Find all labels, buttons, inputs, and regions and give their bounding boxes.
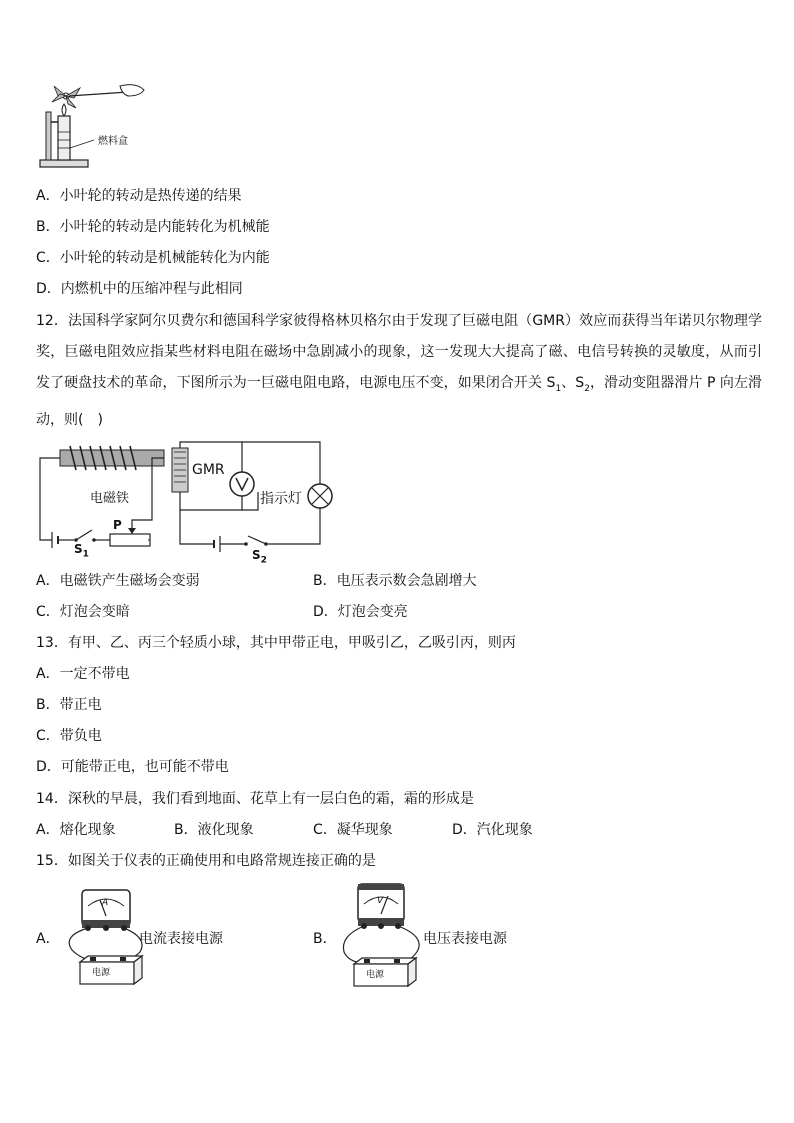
q13-stem: 13．有甲、乙、丙三个轻质小球，其中甲带正电，甲吸引乙，乙吸引丙，则丙: [36, 635, 516, 651]
q14-option-c: C．凝华现象: [313, 822, 393, 838]
electromagnet-label: 电磁铁: [90, 491, 130, 506]
q13-option-d: D．可能带正电，也可能不带电: [36, 759, 229, 775]
q14-option-b: B．液化现象: [174, 822, 254, 838]
q12-s1-sub: 1: [555, 383, 562, 394]
q12-option-b: B．电压表示数会急剧增大: [313, 573, 477, 589]
q15-a-meter-symbol: A: [102, 898, 109, 908]
q11-option-b: B．小叶轮的转动是内能转化为机械能: [36, 219, 270, 235]
q15-option-b-caption: 电压表接电源: [423, 931, 507, 947]
q15-option-a-caption: 电流表接电源: [139, 931, 223, 947]
q15-b-power-label: 电源: [366, 970, 385, 980]
q12-stem-sep: 、S: [561, 375, 585, 391]
q15-stem: 15．如图关于仪表的正确使用和电路常规连接正确的是: [36, 853, 376, 869]
q12-s2-sub: 2: [584, 383, 590, 394]
q13-option-c: C．带负电: [36, 728, 102, 744]
q14-stem: 14．深秋的早晨，我们看到地面、花草上有一层白色的霜，霜的形成是: [36, 791, 474, 807]
q14-option-d: D．汽化现象: [452, 822, 533, 838]
q12-stem-part1: 12．法国科学家阿尔贝费尔和德国科学家彼得格林贝格尔由于发现了巨磁电阻（GMR）效应而获得当年诺贝尔物理学奖，巨磁电阻效应指某些材料电阻在磁场中急剧减小的现象，这一发现大大提高了磁、电信号转换的灵敏度，从而引发了硬盘技术的革命，下图所示为一巨磁电阻电路，电源电压不变，如果闭合开关 S: [36, 313, 762, 391]
slider-p-label: P: [113, 518, 122, 532]
q12-stem-part2: ，滑动变阻器滑片 P 向左滑动，则( ): [36, 375, 763, 428]
pinwheel-burner-figure: [36, 82, 156, 172]
q11-option-a: A．小叶轮的转动是热传递的结果: [36, 188, 242, 204]
switch-s1-label: $S_1$: [74, 542, 89, 560]
indicator-lamp-label: 指示灯: [260, 491, 302, 507]
fuel-box-label: 燃料盒: [98, 136, 128, 147]
q12-stem: [36, 306, 762, 436]
q13-option-a: A．一定不带电: [36, 666, 130, 682]
q13-option-b: B．带正电: [36, 697, 102, 713]
q15-option-b-letter: B．: [313, 931, 337, 947]
q14-option-a: A．熔化现象: [36, 822, 116, 838]
q12-option-a: A．电磁铁产生磁场会变弱: [36, 573, 200, 589]
gmr-label: GMR: [192, 462, 225, 478]
q11-option-d: D．内燃机中的压缩冲程与此相同: [36, 281, 243, 297]
q12-option-d: D．灯泡会变亮: [313, 604, 408, 620]
q12-option-c: C．灯泡会变暗: [36, 604, 130, 620]
q15-a-power-label: 电源: [92, 968, 111, 978]
q15-option-a-letter: A．: [36, 931, 60, 947]
switch-s2-label: $S_2$: [252, 548, 267, 566]
q15-b-meter-symbol: V: [377, 896, 384, 906]
q11-option-c: C．小叶轮的转动是机械能转化为内能: [36, 250, 270, 266]
